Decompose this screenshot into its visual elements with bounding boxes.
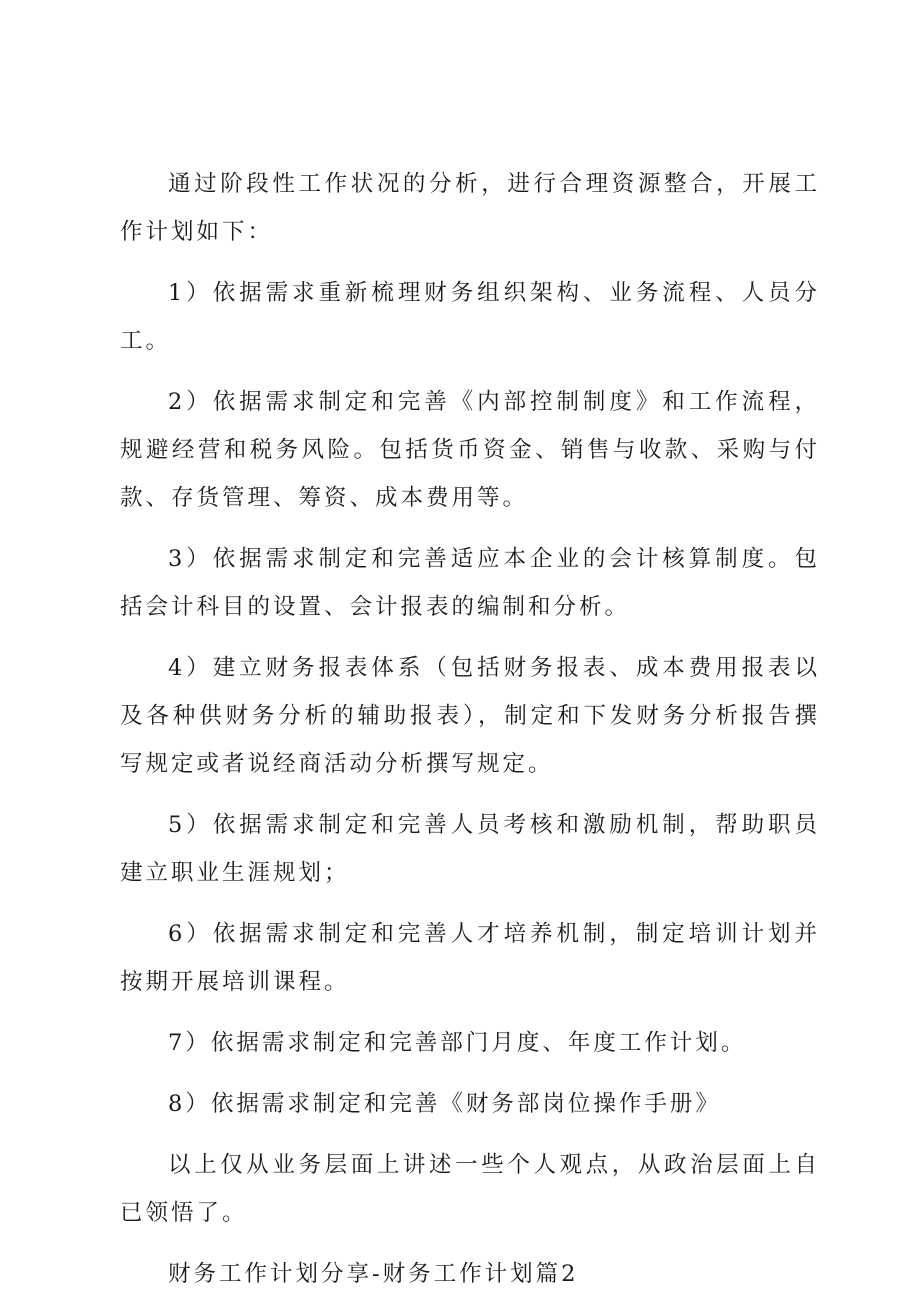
plan-item-5: 5）依据需求制定和完善人员考核和激励机制，帮助职员建立职业生涯规划； <box>120 812 820 886</box>
plan-item-2: 2）依据需求制定和完善《内部控制制度》和工作流程，规避经营和税务风险。包括货币资金、销售与收款、采购与付款、存货管理、筹资、成本费用等。 <box>120 389 820 511</box>
closing-paragraph: 以上仅从业务层面上讲述一些个人观点，从政治层面上自已领悟了。 <box>120 1152 820 1226</box>
plan-item-8: 8）依据需求制定和完善《财务部岗位操作手册》 <box>168 1091 721 1117</box>
plan-item-7: 7）依据需求制定和完善部门月度、年度工作计划。 <box>168 1030 747 1056</box>
plan-item-3: 3）依据需求制定和完善适应本企业的会计核算制度。包括会计科目的设置、会计报表的编制和分析。 <box>120 546 820 620</box>
plan-item-1: 1）依据需求重新梳理财务组织架构、业务流程、人员分工。 <box>120 280 820 354</box>
section-heading: 财务工作计划分享-财务工作计划篇2 <box>168 1261 579 1287</box>
plan-item-6: 6）依据需求制定和完善人才培养机制，制定培训计划并按期开展培训课程。 <box>120 921 820 995</box>
document-body <box>120 160 820 1311</box>
plan-item-4: 4）建立财务报表体系（包括财务报表、成本费用报表以及各种供财务分析的辅助报表），制定和下发财务分析报告撰写规定或者说经商活动分析撰写规定。 <box>120 655 820 777</box>
intro-paragraph: 通过阶段性工作状况的分析，进行合理资源整合，开展工作计划如下： <box>120 171 820 245</box>
